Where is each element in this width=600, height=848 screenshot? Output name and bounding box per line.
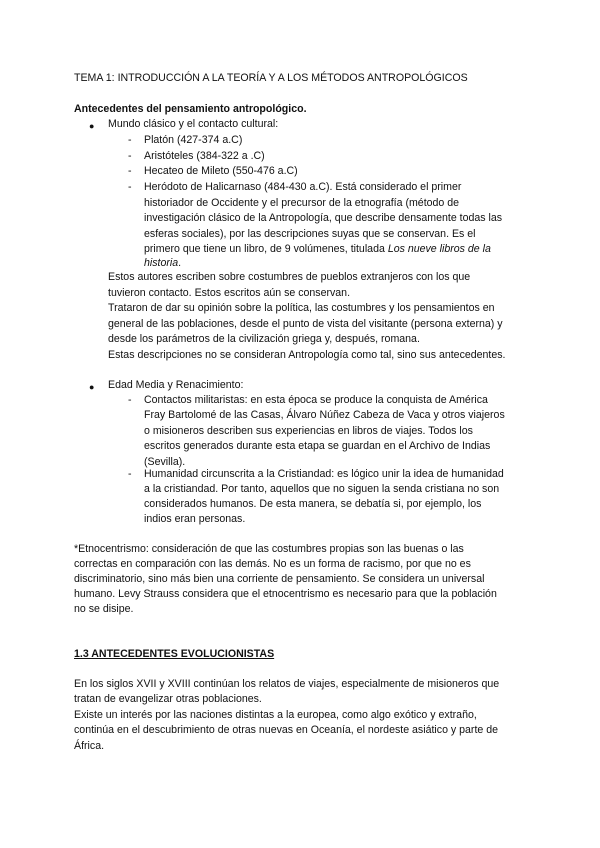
- section2-line: África.: [74, 740, 105, 752]
- herodoto-end: .: [178, 257, 182, 269]
- document-title: TEMA 1: INTRODUCCIÓN A LA TEORÍA Y A LOS MÉTODOS ANTROPOLÓGICOS: [74, 72, 468, 84]
- dash-icon: -: [128, 394, 132, 406]
- list-item-hecateo: Hecateo de Mileto (550-476 a.C): [144, 165, 298, 177]
- humanidad-line: Humanidad circunscrita a la Cristiandad: es lógico unir la idea de humanidad: [144, 468, 504, 480]
- contactos-line: escritos generados durante esta etapa se guardan en el Archivo de Indias: [144, 440, 491, 452]
- list-item-platon: Platón (427-374 a.C): [144, 134, 243, 146]
- section2-line: tratan de evangelizar otras poblaciones.: [74, 693, 262, 705]
- herodoto-line: investigación clásico de la Antropología, que describe densamente todas las: [144, 212, 503, 224]
- dash-icon: -: [128, 150, 132, 162]
- footnote-line: no se disipe.: [74, 603, 134, 615]
- paragraph-line: Estos autores escriben sobre costumbres de pueblos extranjeros con los que: [108, 271, 471, 283]
- contactos-line: (Sevilla).: [144, 456, 186, 468]
- bullet-icon: ●: [89, 382, 95, 392]
- section2-line: En los siglos XVII y XVIII continúan los relatos de viajes, especialmente de misioneros que: [74, 678, 500, 690]
- book-title: historia: [144, 257, 179, 269]
- herodoto-line: esferas sociales), por las descripciones suyas que se conservan. Es el: [144, 228, 476, 240]
- book-title: Los nueve libros de la: [387, 243, 491, 255]
- paragraph-line: tuvieron contacto. Estos escritos aún se conservan.: [108, 287, 351, 299]
- footnote-line: correctas en comparación con las demás. No es un forma de racismo, por que no es: [74, 558, 471, 570]
- humanidad-line: a la cristiandad. Por tanto, aquellos que no siguen la senda cristiana no son: [144, 483, 500, 495]
- dash-icon: -: [128, 165, 132, 177]
- footnote-line: *Etnocentrismo: consideración de que las costumbres propias son las buenas o las: [74, 543, 464, 555]
- section2-line: Existe un interés por las naciones distintas a la europea, como algo exótico y extraño,: [74, 709, 477, 721]
- section-heading-evolucionistas: 1.3 ANTECEDENTES EVOLUCIONISTAS: [74, 648, 275, 660]
- section-heading-antecedentes: Antecedentes del pensamiento antropológico.: [74, 103, 307, 115]
- herodoto-line: historiador de Occidente y el precursor de la etnografía (método de: [144, 197, 460, 209]
- item-edad-media-label: Edad Media y Renacimiento:: [108, 379, 244, 391]
- dash-icon: -: [128, 181, 132, 193]
- humanidad-line: considerados humanos. De esta manera, se debatía si, por ejemplo, los: [144, 498, 482, 510]
- paragraph-line: Estas descripciones no se consideran Antropología como tal, sino sus antecedentes.: [108, 349, 506, 361]
- item-mundo-clasico-label: Mundo clásico y el contacto cultural:: [108, 118, 279, 130]
- footnote-line: discriminatorio, sino más bien una corriente de pensamiento. Se considera un universal: [74, 573, 485, 585]
- contactos-line: Fray Bartolomé de las Casas, Álvaro Núñez Cabeza de Vaca y otros viajeros: [144, 409, 505, 421]
- herodoto-line: Heródoto de Halicarnaso (484-430 a.C). Está considerado el primer: [144, 181, 462, 193]
- dash-icon: -: [128, 134, 132, 146]
- paragraph-line: Trataron de dar su opinión sobre la política, las costumbres y los pensamientos en: [108, 302, 495, 314]
- contactos-line: Contactos militaristas: en esta época se produce la conquista de América: [144, 394, 488, 406]
- list-item-aristoteles: Aristóteles (384-322 a .C): [144, 150, 265, 162]
- herodoto-text: primero que tiene un libro, de 9 volúmenes, titulada: [144, 243, 385, 255]
- herodoto-line: [144, 242, 491, 258]
- contactos-line: o misioneros describen sus experiencias en libros de viajes. Todos los: [144, 425, 473, 437]
- dash-icon: -: [128, 468, 132, 480]
- section2-line: continúa en el descubrimiento de otras nuevas en Oceanía, el nordeste asiático y parte de: [74, 724, 499, 736]
- paragraph-line: desde los parámetros de la civilización griega y, después, romana.: [108, 333, 420, 345]
- humanidad-line: indios eran personas.: [144, 513, 246, 525]
- footnote-line: humano. Levy Strauss considera que el etnocentrismo es necesario para que la población: [74, 588, 497, 600]
- bullet-icon: ●: [89, 121, 95, 131]
- paragraph-line: general de las poblaciones, desde el punto de vista del visitante (persona externa) y: [108, 318, 503, 330]
